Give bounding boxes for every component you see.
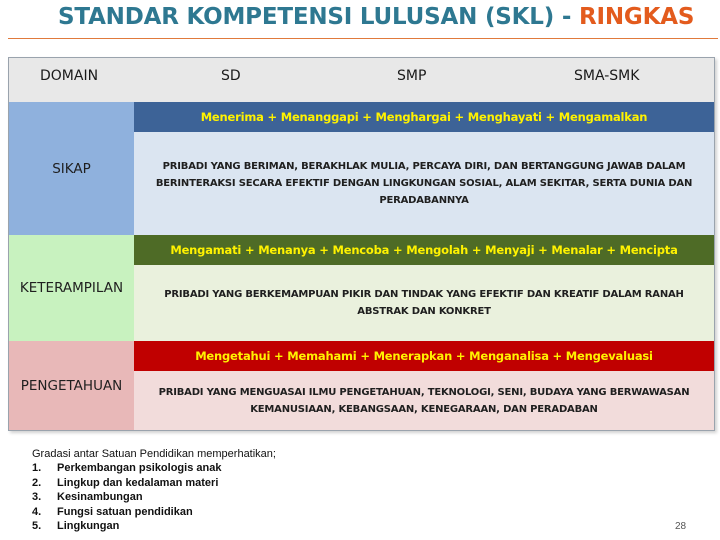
- description-sikap: PRIBADI YANG BERIMAN, BERAKHLAK MULIA, PERCAYA DIRI, DAN BERTANGGUNG JAWAB DALAM BERINTERAKSI SECARA EFEKTIF DENGAN LINGKUNGAN SOSIAL, ALAM SEKITAR, SERTA DUNIA DAN PERADABANNYA: [134, 132, 714, 235]
- page-title: [58, 4, 694, 36]
- description-pengetahuan: PRIBADI YANG MENGUASAI ILMU PENGETAHUAN, TEKNOLOGI, SENI, BUDAYA YANG BERWAWASAN KEMANUSIAAN, KEBANGSAAN, KENEGARAAN, DAN PERADABAN: [134, 371, 714, 430]
- title-separator: -: [554, 4, 579, 30]
- list-item-number: 1.: [32, 462, 42, 474]
- table-row-pengetahuan: [9, 341, 714, 430]
- list-item-text: Perkembangan psikologis anak: [57, 462, 222, 474]
- header-sd: SD: [221, 68, 241, 84]
- process-band-pengetahuan: Mengetahui + Memahami + Menerapkan + Menganalisa + Mengevaluasi: [134, 341, 714, 371]
- list-item: [32, 505, 452, 520]
- list-item-number: 5.: [32, 520, 42, 532]
- list-item: [32, 519, 452, 534]
- list-item: [32, 476, 452, 491]
- title-accent: RINGKAS: [579, 4, 695, 30]
- domain-cell-pengetahuan: PENGETAHUAN: [9, 341, 135, 430]
- table-row-keterampilan: [9, 235, 714, 341]
- domain-cell-keterampilan: KETERAMPILAN: [9, 235, 135, 341]
- header-sma-smk: SMA-SMK: [574, 68, 640, 84]
- table-row-sikap: [9, 102, 714, 235]
- description-keterampilan: PRIBADI YANG BERKEMAMPUAN PIKIR DAN TINDAK YANG EFEKTIF DAN KREATIF DALAM RANAH ABSTRAK DAN KONKRET: [134, 265, 714, 341]
- table-header-row: [9, 58, 714, 103]
- list-item-number: 4.: [32, 505, 42, 518]
- gradation-notes: [32, 447, 452, 534]
- page-number: 28: [675, 521, 687, 532]
- header-smp: SMP: [397, 68, 427, 84]
- list-item: [32, 490, 452, 505]
- notes-intro: Gradasi antar Satuan Pendidikan memperhatikan;: [32, 448, 276, 460]
- process-band-keterampilan: Mengamati + Menanya + Mencoba + Mengolah + Menyaji + Menalar + Mencipta: [134, 235, 714, 265]
- list-item-text: Kesinambungan: [57, 491, 143, 503]
- list-item-number: 3.: [32, 491, 42, 503]
- title-main: STANDAR KOMPETENSI LULUSAN (SKL): [58, 4, 555, 30]
- list-item-text: Lingkungan: [57, 520, 120, 532]
- list-item-text: Fungsi satuan pendidikan: [57, 505, 193, 518]
- skl-table: [8, 57, 715, 431]
- list-item: [32, 461, 452, 476]
- list-item-text: Lingkup dan kedalaman materi: [57, 476, 219, 489]
- header-domain: DOMAIN: [40, 68, 99, 84]
- process-band-sikap: Menerima + Menanggapi + Menghargai + Menghayati + Mengamalkan: [134, 102, 714, 132]
- list-item-number: 2.: [32, 476, 42, 489]
- title-divider: [8, 38, 718, 39]
- domain-cell-sikap: SIKAP: [9, 102, 135, 235]
